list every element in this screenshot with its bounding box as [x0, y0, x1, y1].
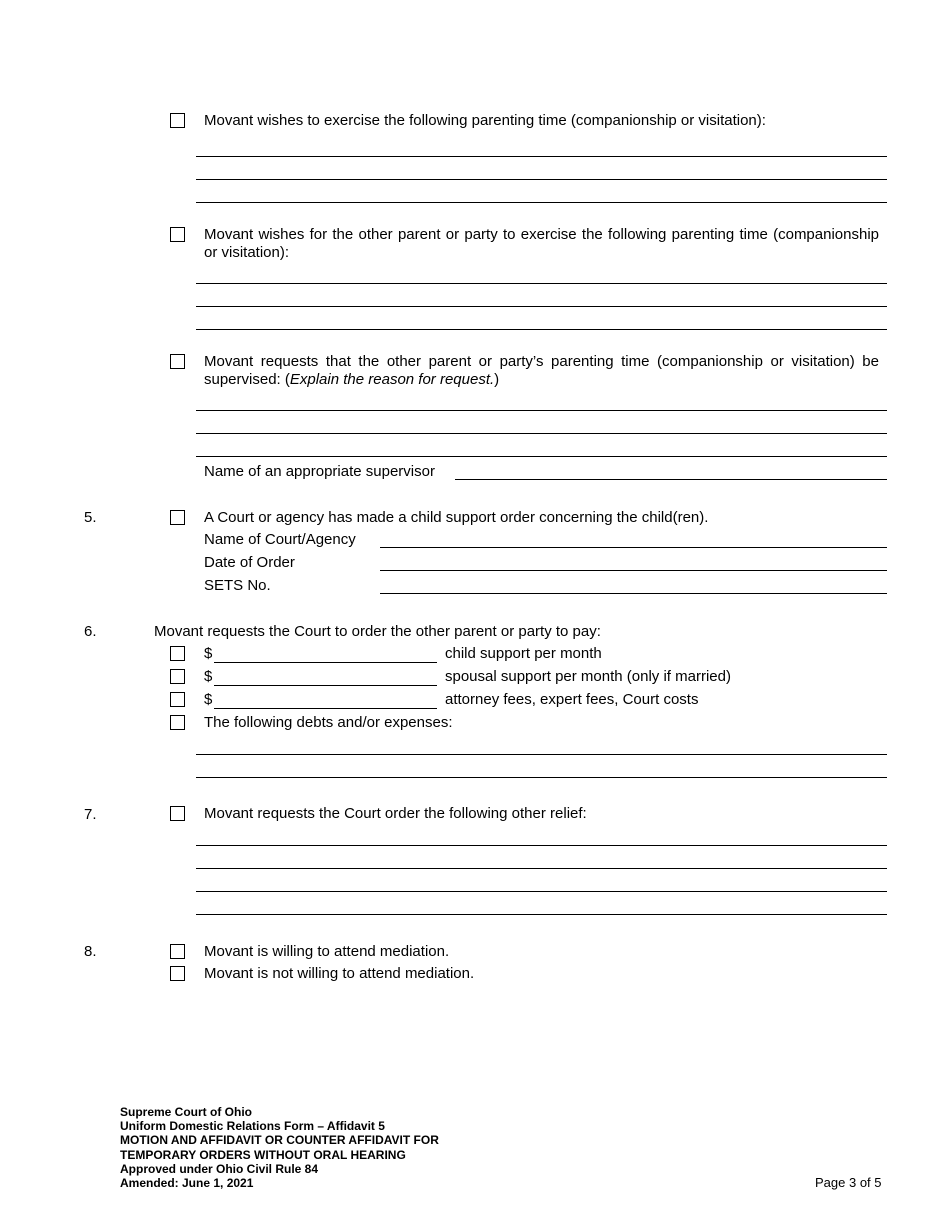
- footer-form-name: Uniform Domestic Relations Form – Affidavit 5: [120, 1119, 385, 1134]
- sets-number-field[interactable]: [380, 593, 887, 594]
- other-parent-parenting-time-line-2[interactable]: [196, 306, 887, 307]
- court-agency-label: Name of Court/Agency: [204, 531, 356, 548]
- other-relief-checkbox[interactable]: [170, 806, 185, 821]
- child-support-order-checkbox[interactable]: [170, 510, 185, 525]
- date-of-order-label: Date of Order: [204, 554, 295, 571]
- supervisor-name-field[interactable]: [455, 479, 887, 480]
- supervised-reason-line-1[interactable]: [196, 410, 887, 411]
- footer-title-line-2: TEMPORARY ORDERS WITHOUT ORAL HEARING: [120, 1147, 406, 1162]
- exercise-parenting-time-line-2[interactable]: [196, 179, 887, 180]
- supervised-parenting-time-checkbox[interactable]: [170, 354, 185, 369]
- fees-label: attorney fees, expert fees, Court costs: [445, 691, 699, 708]
- spousal-support-amount-field[interactable]: [214, 685, 437, 686]
- court-agency-field[interactable]: [380, 547, 887, 548]
- page-number: Page 3 of 5: [815, 1175, 882, 1190]
- willing-mediation-checkbox[interactable]: [170, 944, 185, 959]
- other-parent-parenting-time-label: Movant wishes for the other parent or party to exercise the following parenting time (companionship or visitation):: [204, 226, 879, 261]
- spousal-support-currency: $: [204, 668, 213, 685]
- footer-court: Supreme Court of Ohio: [120, 1105, 252, 1119]
- supervised-parenting-time-label: [204, 353, 879, 389]
- child-support-currency: $: [204, 645, 213, 662]
- not-willing-mediation-checkbox[interactable]: [170, 966, 185, 981]
- sets-number-label: SETS No.: [204, 577, 271, 594]
- exercise-parenting-time-label: Movant wishes to exercise the following parenting time (companionship or visitation):: [204, 112, 766, 129]
- fees-amount-field[interactable]: [214, 708, 437, 709]
- footer-amended: Amended: June 1, 2021: [120, 1176, 254, 1191]
- exercise-parenting-time-line-3[interactable]: [196, 202, 887, 203]
- spousal-support-checkbox[interactable]: [170, 669, 185, 684]
- other-relief-line-3[interactable]: [196, 891, 887, 892]
- supervised-reason-line-2[interactable]: [196, 433, 887, 434]
- section-7-number: 7.: [84, 806, 97, 823]
- section-5-number: 5.: [84, 509, 97, 526]
- supervised-label-suffix: ): [494, 371, 500, 388]
- debts-expenses-line-2[interactable]: [196, 777, 887, 778]
- supervised-label-prefix: Movant requests that the other parent or party’s parenting time (companionship or visitation) be supervised: (: [204, 353, 879, 388]
- form-footer: [120, 1105, 439, 1190]
- other-parent-parenting-time-line-1[interactable]: [196, 283, 887, 284]
- section-8-number: 8.: [84, 943, 97, 960]
- debts-expenses-line-1[interactable]: [196, 754, 887, 755]
- other-parent-parenting-time-line-3[interactable]: [196, 329, 887, 330]
- other-relief-label: Movant requests the Court order the following other relief:: [204, 805, 587, 822]
- child-support-amount-field[interactable]: [214, 662, 437, 663]
- exercise-parenting-time-line-1[interactable]: [196, 156, 887, 157]
- exercise-parenting-time-checkbox[interactable]: [170, 113, 185, 128]
- footer-title-line-1: MOTION AND AFFIDAVIT OR COUNTER AFFIDAVIT FOR: [120, 1133, 439, 1148]
- debts-expenses-checkbox[interactable]: [170, 715, 185, 730]
- date-of-order-field[interactable]: [380, 570, 887, 571]
- other-parent-parenting-time-checkbox[interactable]: [170, 227, 185, 242]
- fees-checkbox[interactable]: [170, 692, 185, 707]
- other-relief-line-4[interactable]: [196, 914, 887, 915]
- debts-expenses-label: The following debts and/or expenses:: [204, 714, 453, 731]
- supervised-reason-line-3[interactable]: [196, 456, 887, 457]
- section-6-number: 6.: [84, 623, 97, 640]
- footer-approval: Approved under Ohio Civil Rule 84: [120, 1161, 319, 1176]
- supervised-label-instruction: Explain the reason for request.: [289, 371, 495, 388]
- supervisor-name-label: Name of an appropriate supervisor: [204, 463, 435, 480]
- not-willing-mediation-label: Movant is not willing to attend mediation.: [204, 965, 475, 982]
- child-support-label: child support per month: [445, 645, 602, 662]
- other-relief-line-2[interactable]: [196, 868, 887, 869]
- other-relief-line-1[interactable]: [196, 845, 887, 846]
- spousal-support-label: spousal support per month (only if married): [445, 668, 731, 685]
- section-6-intro: Movant requests the Court to order the other parent or party to pay:: [154, 623, 601, 640]
- fees-currency: $: [204, 691, 213, 708]
- child-support-checkbox[interactable]: [170, 646, 185, 661]
- child-support-order-label: A Court or agency has made a child support order concerning the child(ren).: [204, 509, 709, 526]
- willing-mediation-label: Movant is willing to attend mediation.: [204, 943, 450, 960]
